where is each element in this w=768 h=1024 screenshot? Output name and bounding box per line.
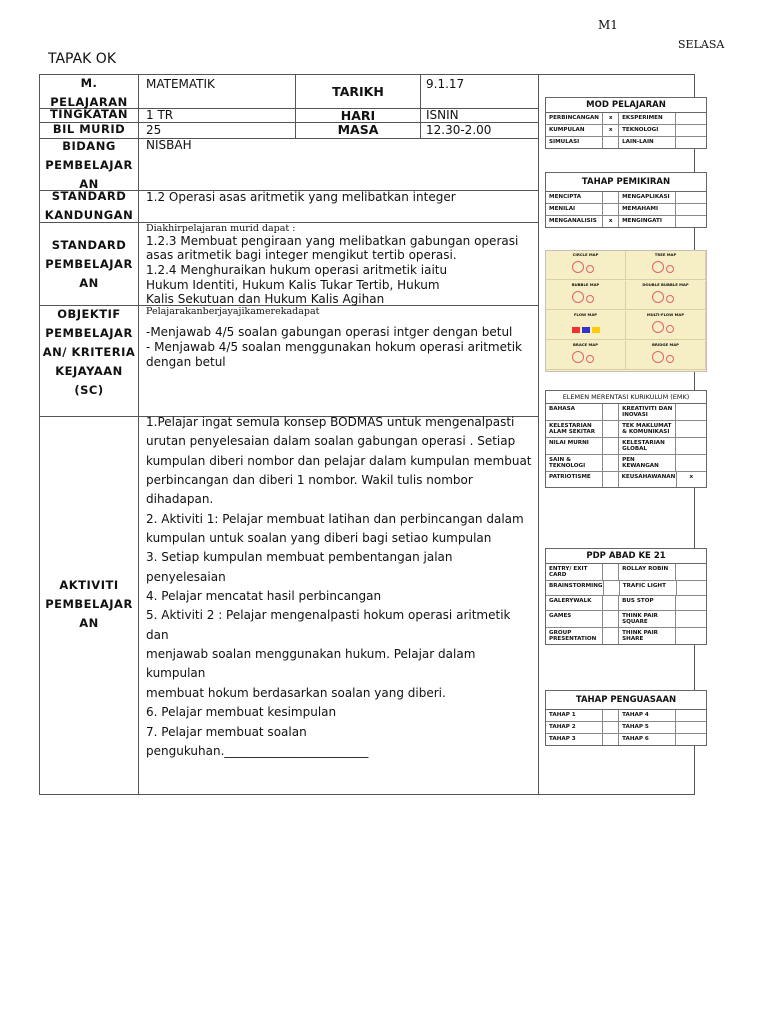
penguasaan-row (546, 734, 706, 745)
checkbox-cell[interactable] (603, 137, 619, 148)
option-label: GROUP PRESENTATION (546, 628, 603, 644)
checkbox-cell[interactable] (676, 404, 706, 420)
option-label: GALERYWALK (546, 596, 603, 610)
option-label: MENCIPTA (546, 192, 603, 203)
checkbox-cell[interactable] (603, 438, 619, 454)
emk-row (546, 404, 706, 421)
aktiviti-line: 4. Pelajar mencatat hasil perbincangan (146, 589, 382, 604)
option-label: THINK PAIR SHARE (619, 628, 676, 644)
option-label: KUMPULAN (546, 125, 603, 136)
checkbox-cell[interactable]: x (603, 125, 619, 136)
option-label: BRAINSTORMING (546, 581, 604, 595)
option-label: PERBINCANGAN (546, 113, 603, 124)
checkbox-cell[interactable] (603, 192, 619, 203)
aktiviti-line: urutan penyelesaian dalam soalan gabungan operasi . Setiap (146, 434, 516, 449)
label-tarikh: TARIKH (332, 84, 384, 99)
obj-line: dengan betul (146, 355, 226, 369)
checkbox-cell[interactable] (603, 421, 619, 437)
option-label: THINK PAIR SQUARE (619, 611, 676, 627)
label-tingkatan: TINGKATAN (49, 107, 129, 121)
checkbox-cell[interactable] (603, 455, 619, 471)
checkbox-cell[interactable] (676, 113, 706, 124)
checkbox-cell[interactable] (676, 611, 706, 627)
thinking-map-label: CIRCLE MAP (572, 252, 599, 257)
thinking-map-tile (546, 251, 626, 280)
pdp-row (546, 611, 706, 628)
pdp-row (546, 581, 706, 596)
emk-row (546, 455, 706, 472)
form-code: M1 (598, 18, 618, 32)
emk-row (546, 472, 706, 487)
map-diagram-icon (651, 349, 681, 363)
value-mata-pelajaran: MATEMATIK (146, 77, 215, 91)
checkbox-cell[interactable] (603, 204, 619, 215)
checkbox-cell[interactable] (676, 596, 706, 610)
aktiviti-line: 5. Aktiviti 2 : Pelajar mengenalpasti hokum operasi aritmetik dan (146, 608, 511, 642)
map-diagram-icon (651, 319, 681, 333)
penguasaan-title: TAHAP PENGUASAAN (546, 691, 706, 710)
emk-title: ELEMEN MERENTASI KURIKULUM (EMK) (546, 391, 706, 404)
checkbox-cell[interactable] (676, 192, 706, 203)
value-standard-kandungan: 1.2 Operasi asas aritmetik yang melibatkan integer (146, 190, 456, 204)
sp-intro: Diakhirpelajaran murid dapat : (146, 223, 296, 234)
thinking-map-label: BUBBLE MAP (571, 282, 600, 287)
aktiviti-line: kumpulan diberi nombor dan pelajar dalam kumpulan membuat (146, 453, 532, 468)
checkbox-cell[interactable] (676, 455, 706, 471)
option-label: TEK MAKLUMAT & KOMUNIKASI (619, 421, 676, 437)
checkbox-cell[interactable] (676, 125, 706, 136)
label-standard-pembelajaran: STANDARD PEMBELAJAR AN (45, 238, 133, 290)
option-label: MENGINGATI (619, 216, 676, 227)
option-label: TAHAP 5 (619, 722, 676, 733)
thinking-map-tile (626, 281, 706, 310)
pdp-title: PDP ABAD KE 21 (546, 549, 706, 564)
option-label: ENTRY/ EXIT CARD (546, 564, 603, 580)
aktiviti-line: membuat hokum berdasarkan soalan yang diberi. (146, 685, 446, 700)
option-label: TAHAP 2 (546, 722, 603, 733)
checkbox-cell[interactable]: x (603, 216, 619, 227)
option-label: TRAFIC LIGHT (620, 581, 677, 595)
page-title: TAPAK OK (48, 51, 116, 67)
option-label: MEMAHAMI (619, 204, 676, 215)
pdp-row (546, 596, 706, 611)
pdp-box (545, 548, 707, 645)
label-bil-murid: BIL MURID (52, 122, 126, 136)
option-label: TAHAP 6 (619, 734, 676, 745)
value-bidang: NISBAH (146, 138, 192, 152)
checkbox-cell[interactable] (676, 137, 706, 148)
option-label: TAHAP 3 (546, 734, 603, 745)
checkbox-cell[interactable] (676, 204, 706, 215)
value-tingkatan: 1 TR (146, 108, 174, 122)
thinking-map-tile (546, 341, 626, 370)
thinking-map-tile (626, 341, 706, 370)
checkbox-cell[interactable] (603, 734, 619, 745)
tahap-pemikiran-box (545, 172, 707, 228)
option-label: TAHAP 4 (619, 710, 676, 721)
thinking-map-tile (626, 251, 706, 280)
thinking-map-label: DOUBLE BUBBLE MAP (642, 282, 689, 287)
thinking-map-tile (546, 281, 626, 310)
aktiviti-line: dihadapan. (146, 492, 214, 507)
checkbox-cell[interactable] (603, 404, 619, 420)
mod-title: MOD PELAJARAN (546, 98, 706, 113)
option-label: BAHASA (546, 404, 603, 420)
label-bidang: BIDANG PEMBELAJAR AN (45, 139, 133, 191)
sp-line: 1.2.4 Menghuraikan hukum operasi aritmetik iaitu (146, 263, 448, 277)
option-label: NILAI MURNI (546, 438, 603, 454)
label-hari: HARI (340, 108, 376, 123)
emk-row (546, 421, 706, 438)
map-diagram-icon (651, 289, 681, 303)
option-label: KELESTARIAN ALAM SEKITAR (546, 421, 603, 437)
thinking-map-tile (546, 311, 626, 340)
map-diagram-icon (571, 349, 601, 363)
thinking-map-label: BRACE MAP (573, 342, 598, 347)
aktiviti-line: kumpulan untuk soalan yang diberi bagi setiao kumpulan (146, 531, 492, 546)
option-label: KREATIVITI DAN INOVASI (619, 404, 676, 420)
pemikiran-row (546, 204, 706, 216)
option-label: TEKNOLOGI (619, 125, 676, 136)
checkbox-cell[interactable] (676, 421, 706, 437)
checkbox-cell[interactable] (603, 472, 619, 487)
checkbox-cell[interactable] (676, 628, 706, 644)
pdp-row (546, 564, 706, 581)
option-label: PEN KEWANGAN (619, 455, 676, 471)
option-label: ROLLAY ROBIN (619, 564, 676, 580)
thinking-map-label: BRIDGE MAP (652, 342, 679, 347)
map-diagram-icon (571, 319, 601, 333)
option-label: MENILAI (546, 204, 603, 215)
value-hari: ISNIN (426, 108, 459, 122)
option-label: BUS STOP (619, 596, 676, 610)
option-label: MENGANALISIS (546, 216, 603, 227)
checkbox-cell[interactable] (603, 722, 619, 733)
checkbox-cell[interactable] (676, 722, 706, 733)
option-label: KELESTARIAN GLOBAL (619, 438, 676, 454)
label-standard-kandungan: STANDARD KANDUNGAN (44, 189, 134, 222)
checkbox-cell[interactable] (676, 734, 706, 745)
option-label: SIMULASI (546, 137, 603, 148)
aktiviti-list (146, 413, 534, 761)
aktiviti-line: pengukuhan.________________________ (146, 743, 369, 758)
label-masa: MASA (337, 122, 379, 137)
thinking-maps-image (545, 250, 707, 372)
pemikiran-row (546, 216, 706, 227)
option-label: SAIN & TEKNOLOGI (546, 455, 603, 471)
penguasaan-row (546, 722, 706, 734)
checkbox-cell[interactable]: x (689, 474, 694, 480)
aktiviti-line: 3. Setiap kumpulan membuat pembentangan jalan penyelesaian (146, 550, 453, 584)
emk-row (546, 438, 706, 455)
checkbox-cell[interactable] (676, 564, 706, 580)
sp-line: Hukum Identiti, Hukum Kalis Tukar Tertib, Hukum (146, 278, 440, 292)
thinking-map-tile (626, 311, 706, 340)
checkbox-cell[interactable] (603, 628, 619, 644)
checkbox-cell[interactable] (676, 216, 706, 227)
obj-line: - Menjawab 4/5 soalan menggunakan hokum operasi aritmetik (146, 340, 522, 354)
option-label: GAMES (546, 611, 603, 627)
option-label: MENGAPLIKASI (619, 192, 676, 203)
option-label: TAHAP 1 (546, 710, 603, 721)
map-diagram-icon (571, 259, 601, 273)
option-label: EKSPERIMEN (619, 113, 676, 124)
aktiviti-line: 6. Pelajar membuat kesimpulan (146, 705, 337, 720)
mod-row (546, 113, 706, 125)
sp-line: asas aritmetik bagi integer mengikut tertib operasi. (146, 248, 457, 262)
value-masa: 12.30-2.00 (426, 123, 492, 137)
checkbox-cell[interactable]: x (603, 113, 619, 124)
aktiviti-line: menjawab soalan menggunakan hukum. Pelajar dalam kumpulan (146, 647, 476, 681)
sp-line: 1.2.3 Membuat pengiraan yang melibatkan gabungan operasi (146, 234, 519, 248)
option-label: LAIN-LAIN (619, 137, 676, 148)
penguasaan-box (545, 690, 707, 746)
aktiviti-line: 1.Pelajar ingat semula konsep BODMAS untuk mengenalpasti (146, 415, 515, 429)
checkbox-cell[interactable] (603, 710, 619, 721)
mod-pelajaran-box (545, 97, 707, 149)
option-label: KEUSAHAWANAN (619, 472, 677, 487)
emk-box (545, 390, 707, 488)
pemikiran-title: TAHAP PEMIKIRAN (546, 173, 706, 192)
value-tarikh: 9.1.17 (426, 77, 465, 91)
checkbox-cell[interactable] (676, 710, 706, 721)
sp-line: Kalis Sekutuan dan Hukum Kalis Agihan (146, 292, 385, 306)
checkbox-cell[interactable] (603, 564, 619, 580)
aktiviti-line: 7. Pelajar membuat soalan (146, 724, 307, 739)
value-bil-murid: 25 (146, 123, 162, 137)
aktiviti-line: perbincangan dan diberi 1 nombor. Wakil tulis nombor (146, 473, 473, 488)
checkbox-cell[interactable] (604, 581, 620, 595)
header-day: SELASA (678, 38, 725, 51)
thinking-map-label: FLOW MAP (573, 312, 598, 317)
penguasaan-row (546, 710, 706, 722)
obj-line: -Menjawab 4/5 soalan gabungan operasi intger dengan betul (146, 325, 513, 339)
mod-row (546, 137, 706, 148)
label-aktiviti: AKTIVITI PEMBELAJAR AN (45, 578, 133, 630)
aktiviti-line: 2. Aktiviti 1: Pelajar membuat latihan dan perbincangan dalam (146, 511, 524, 526)
label-objektif: OBJEKTIF PEMBELAJAR AN/ KRITERIA KEJAYAAN (SC) (42, 307, 136, 397)
thinking-map-label: TREE MAP (654, 252, 677, 257)
option-label: PATRIOTISME (546, 472, 603, 487)
thinking-map-label: MULTI-FLOW MAP (646, 312, 685, 317)
map-diagram-icon (651, 259, 681, 273)
checkbox-cell[interactable] (677, 581, 706, 595)
label-mata-pelajaran: M. PELAJARAN (50, 76, 128, 109)
pemikiran-row (546, 192, 706, 204)
pdp-row (546, 628, 706, 644)
checkbox-cell[interactable] (603, 611, 619, 627)
checkbox-cell[interactable] (676, 438, 706, 454)
mod-row (546, 125, 706, 137)
obj-intro: Pelajarakanberjayajikamerekadapat (146, 306, 320, 317)
checkbox-cell[interactable] (603, 596, 619, 610)
map-diagram-icon (571, 289, 601, 303)
